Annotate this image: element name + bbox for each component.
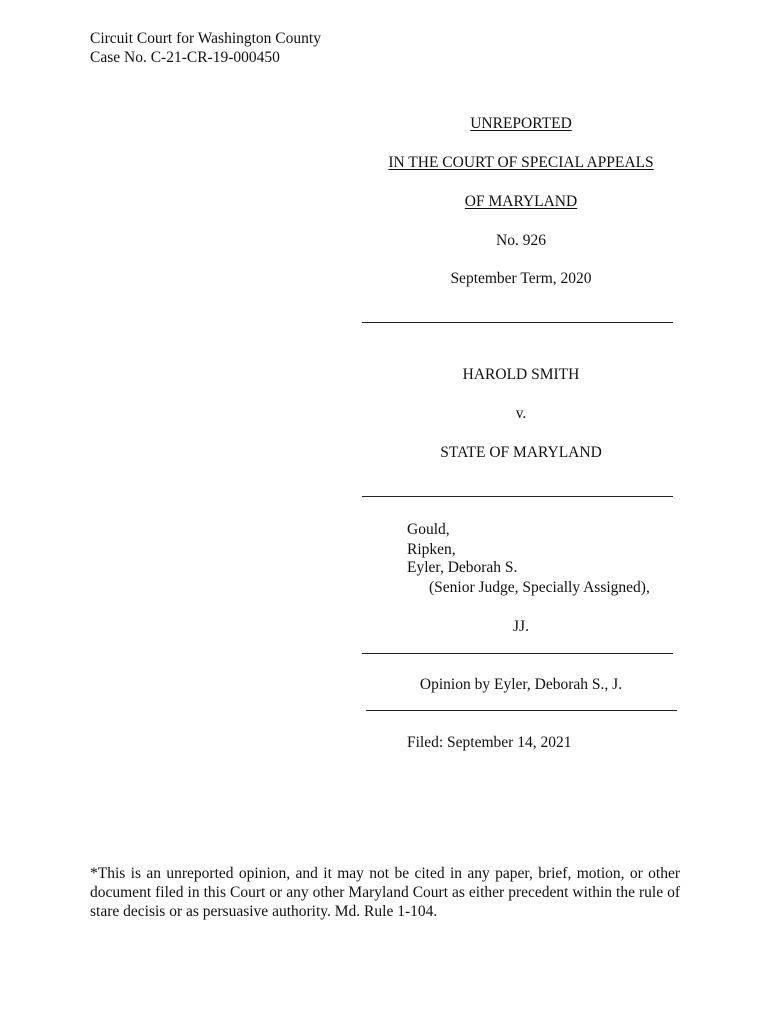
panel-judge: Gould, bbox=[407, 521, 450, 538]
opinion-author: Opinion by Eyler, Deborah S., J. bbox=[419, 676, 623, 693]
appellant-name: HAROLD SMITH bbox=[462, 366, 580, 383]
circuit-court-label: Circuit Court for Washington County bbox=[90, 30, 321, 47]
divider-rule bbox=[362, 322, 673, 323]
divider-rule bbox=[362, 496, 673, 497]
panel-judge-note: (Senior Judge, Specially Assigned), bbox=[429, 579, 650, 596]
filed-date: Filed: September 14, 2021 bbox=[407, 734, 572, 751]
panel-suffix: JJ. bbox=[513, 618, 529, 635]
term: September Term, 2020 bbox=[450, 270, 592, 287]
court-name-line2: OF MARYLAND bbox=[464, 193, 578, 210]
divider-rule bbox=[366, 710, 677, 711]
case-number: Case No. C-21-CR-19-000450 bbox=[90, 49, 280, 66]
panel-judge: Ripken, bbox=[407, 541, 456, 558]
unreported-heading: UNREPORTED bbox=[470, 115, 572, 132]
panel-judge: Eyler, Deborah S. bbox=[407, 559, 518, 576]
unreported-opinion-footnote: *This is an unreported opinion, and it may not be cited in any paper, brief, motion, or other document filed in this Court or any other Maryland Court as either precedent within the rule of stare decisis or as persuasive authority. Md. Rule 1-104. bbox=[90, 865, 680, 920]
appellee-name: STATE OF MARYLAND bbox=[440, 444, 602, 461]
versus: v. bbox=[515, 405, 527, 422]
divider-rule bbox=[362, 653, 673, 654]
court-name-line1: IN THE COURT OF SPECIAL APPEALS bbox=[388, 154, 654, 171]
docket-number: No. 926 bbox=[496, 232, 546, 249]
